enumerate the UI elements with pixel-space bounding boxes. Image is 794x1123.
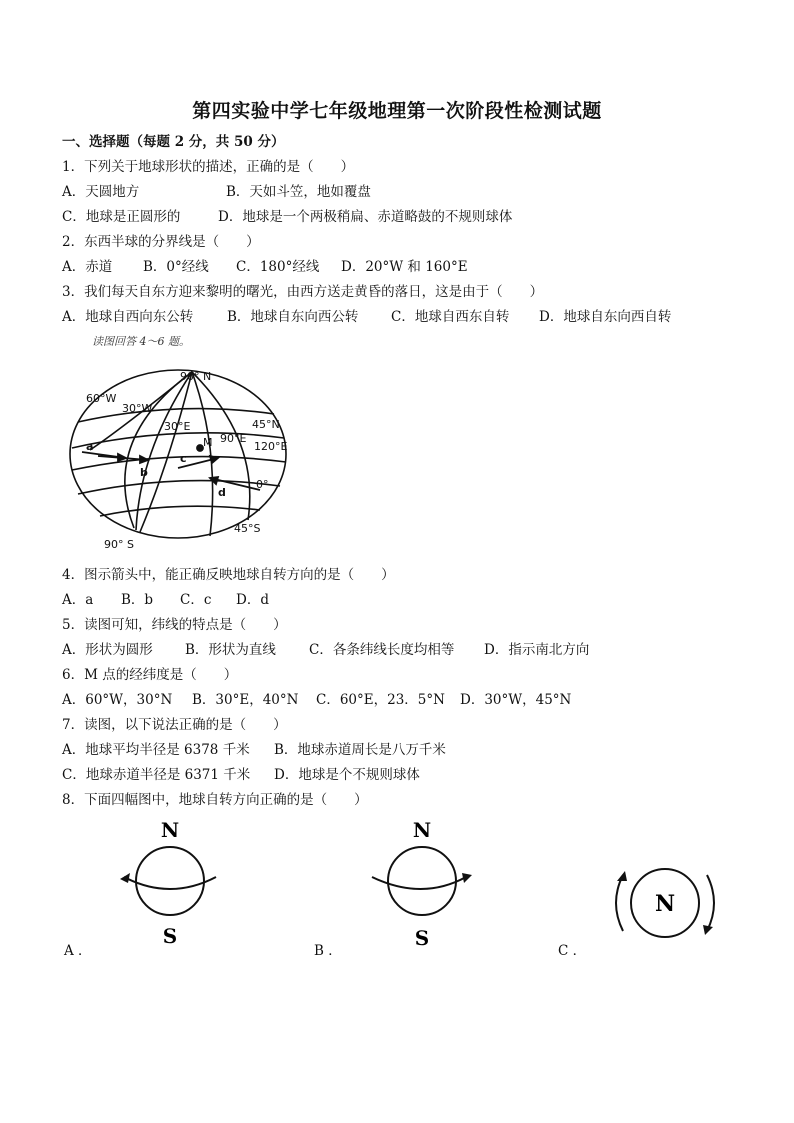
q7-option-a[interactable]: A．地球平均半径是 6378 千米 bbox=[62, 742, 250, 758]
q6-stem: 6．M 点的经纬度是（ ） bbox=[62, 667, 238, 683]
q1-option-d[interactable]: D．地球是一个两极稍扁、赤道略鼓的不规则球体 bbox=[218, 209, 513, 225]
q5-option-a[interactable]: A．形状为圆形 bbox=[62, 642, 153, 658]
q8-stem: 8．下面四幅图中，地球自转方向正确的是（ ） bbox=[62, 792, 368, 808]
label-b: b bbox=[140, 466, 148, 479]
label-30e: 30°E bbox=[164, 420, 191, 433]
figure-a-arrow-icon bbox=[120, 873, 130, 883]
q4-option-b[interactable]: B．b bbox=[121, 592, 154, 608]
figure-b-label[interactable]: B ． bbox=[314, 943, 342, 959]
q5-options bbox=[62, 641, 589, 659]
q1-option-a[interactable]: A．天圆地方 bbox=[62, 184, 140, 200]
q2-option-a[interactable]: A．赤道 bbox=[62, 259, 113, 275]
q2-option-b[interactable]: B．0°经线 bbox=[143, 259, 209, 275]
q3-stem: 3．我们每天自东方迎来黎明的曙光，由西方送走黄昏的落日，这是由于（ ） bbox=[62, 284, 544, 300]
figure-c[interactable] bbox=[605, 855, 730, 945]
figure-a-s-label: S bbox=[162, 924, 178, 948]
figure-c-n-label: N bbox=[654, 891, 676, 917]
figure-c-left-arrow-icon bbox=[617, 871, 627, 881]
q2-stem: 2．东西半球的分界线是（ ） bbox=[62, 234, 260, 250]
figure-instruction: 读图回答 4～6 题。 bbox=[92, 335, 190, 348]
label-m: M bbox=[203, 436, 213, 449]
q7-option-d[interactable]: D．地球是个不规则球体 bbox=[274, 767, 420, 783]
q5-option-b[interactable]: B．形状为直线 bbox=[185, 642, 276, 658]
q3-options bbox=[62, 308, 671, 326]
figure-b[interactable] bbox=[362, 815, 482, 950]
q4-stem: 4．图示箭头中，能正确反映地球自转方向的是（ ） bbox=[62, 567, 395, 583]
globe-diagram bbox=[60, 360, 300, 555]
q7-stem: 7．读图，以下说法正确的是（ ） bbox=[62, 717, 287, 733]
q4-option-d[interactable]: D．d bbox=[236, 592, 269, 608]
label-90e: 90°E bbox=[220, 432, 247, 445]
q4-options bbox=[62, 591, 269, 609]
q4-option-a[interactable]: A．a bbox=[62, 592, 94, 608]
figure-a[interactable] bbox=[110, 815, 230, 950]
q7-options-row2 bbox=[62, 766, 420, 784]
q6-option-d[interactable]: D．30°W，45°N bbox=[460, 692, 572, 708]
figure-b-s-label: S bbox=[414, 926, 430, 950]
q3-option-c[interactable]: C．地球自西东自转 bbox=[391, 309, 510, 325]
q7-option-b[interactable]: B．地球赤道周长是八万千米 bbox=[274, 742, 446, 758]
label-0: 0° bbox=[256, 478, 269, 491]
q3-option-d[interactable]: D．地球自东向西自转 bbox=[539, 309, 672, 325]
figure-a-label[interactable]: A ． bbox=[64, 943, 92, 959]
q2-options bbox=[62, 258, 468, 276]
label-45n: 45°N bbox=[252, 418, 280, 431]
q3-option-a[interactable]: A．地球自西向东公转 bbox=[62, 309, 194, 325]
label-d: d bbox=[218, 486, 226, 499]
q1-option-c[interactable]: C．地球是正圆形的 bbox=[62, 209, 181, 225]
figure-c-label[interactable]: C ． bbox=[558, 943, 587, 959]
q6-option-b[interactable]: B．30°E，40°N bbox=[192, 692, 299, 708]
figure-c-right-arrow-icon bbox=[703, 925, 713, 935]
q1-stem: 1．下列关于地球形状的描述，正确的是（ ） bbox=[62, 159, 355, 175]
figure-b-n-label: N bbox=[412, 818, 432, 842]
q1-options-row2 bbox=[62, 208, 512, 226]
label-120e: 120°E bbox=[254, 440, 288, 453]
q6-options bbox=[62, 691, 571, 709]
label-60w: 60°W bbox=[86, 392, 117, 405]
q3-option-b[interactable]: B．地球自东向西公转 bbox=[227, 309, 359, 325]
q6-option-a[interactable]: A．60°W，30°N bbox=[62, 692, 173, 708]
label-c: c bbox=[180, 452, 187, 465]
q4-option-c[interactable]: C．c bbox=[180, 592, 212, 608]
q6-option-c[interactable]: C．60°E，23．5°N bbox=[316, 692, 445, 708]
parallel-45s bbox=[100, 506, 260, 516]
section-heading: 一、选择题（每题 2 分，共 50 分） bbox=[62, 134, 285, 150]
figure-b-arrow-icon bbox=[462, 873, 472, 883]
q5-option-d[interactable]: D．指示南北方向 bbox=[484, 642, 590, 658]
q2-option-d[interactable]: D．20°W 和 160°E bbox=[341, 259, 468, 275]
q1-options-row1 bbox=[62, 183, 371, 201]
q5-option-c[interactable]: C．各条纬线长度均相等 bbox=[309, 642, 455, 658]
figure-a-n-label: N bbox=[160, 818, 180, 842]
q7-option-c[interactable]: C．地球赤道半径是 6371 千米 bbox=[62, 767, 251, 783]
q7-options-row1 bbox=[62, 741, 446, 759]
label-30w: 30°W bbox=[122, 402, 153, 415]
q2-option-c[interactable]: C．180°经线 bbox=[236, 259, 320, 275]
q5-stem: 5．读图可知，纬线的特点是（ ） bbox=[62, 617, 287, 633]
label-90s: 90° S bbox=[104, 538, 134, 551]
exam-title: 第四实验中学七年级地理第一次阶段性检测试题 bbox=[192, 100, 602, 122]
q1-option-b[interactable]: B．天如斗笠，地如覆盘 bbox=[226, 184, 371, 200]
label-a: a bbox=[86, 440, 94, 453]
label-90n: 90° N bbox=[180, 370, 212, 383]
label-45s: 45°S bbox=[234, 522, 261, 535]
